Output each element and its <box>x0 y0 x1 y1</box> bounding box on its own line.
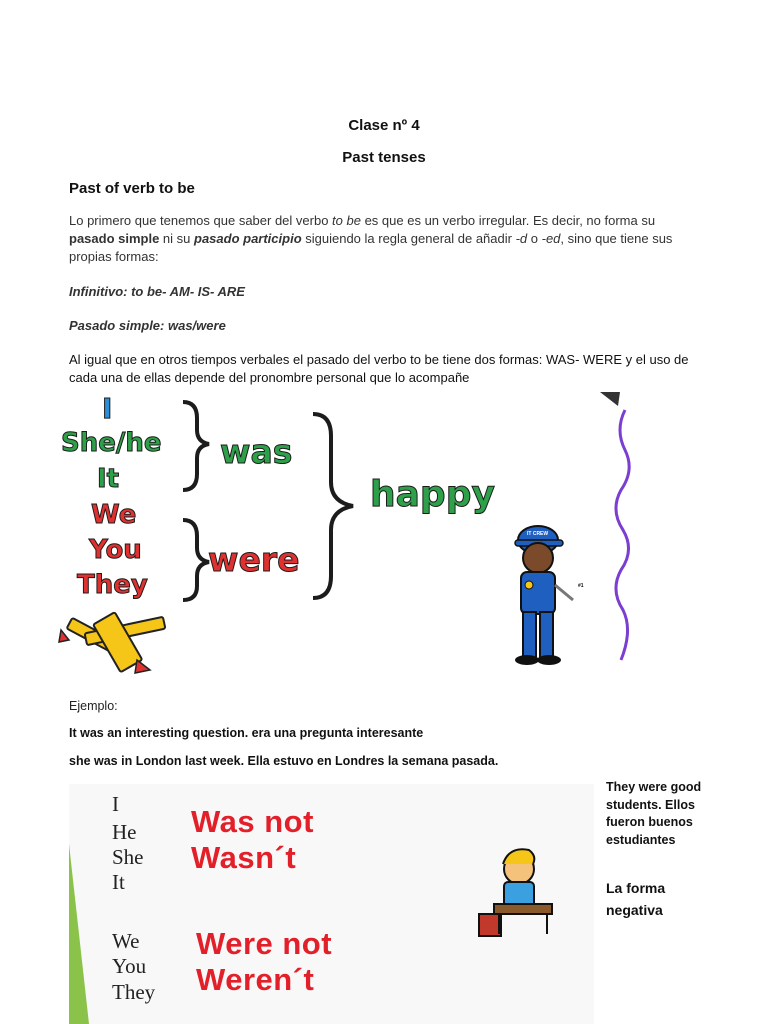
example-2: she was in London last week. Ella estuvo en Londres la semana pasada. <box>69 754 499 768</box>
negative-form-illustration <box>69 784 594 1024</box>
past-simple-line: Pasado simple: was/were <box>69 318 226 333</box>
braces-drawing <box>55 390 645 680</box>
class-title: Clase nº 4 <box>348 117 420 134</box>
verb-was: was <box>220 432 293 471</box>
pronoun-i: I <box>102 392 113 425</box>
example-label: Ejemplo: <box>69 699 118 713</box>
forms-paragraph: Al igual que en otros tiempos verbales el pasado del verbo to be tiene dos formas: WAS- WERE y el uso de cada una de ellas depende del pronombre personal que lo acompañe <box>69 352 689 385</box>
wasnt-text: Wasn´t <box>191 840 297 875</box>
pronoun-she-he: She/he <box>61 428 162 458</box>
adjective-happy: happy <box>370 474 495 515</box>
infinitive-line: Infinitivo: to be- AM- IS- ARE <box>69 284 245 299</box>
werent-text: Weren´t <box>196 962 315 997</box>
student-figure-icon <box>479 849 552 936</box>
green-accent-shape <box>69 844 89 1024</box>
badge-label: #1 <box>578 583 584 589</box>
was-not-text: Was not <box>191 804 314 839</box>
pronoun-you: You <box>112 954 147 978</box>
section-heading: Past of verb to be <box>69 180 195 197</box>
brace-big <box>313 414 353 598</box>
side-note-heading: La forma negativa <box>606 880 666 918</box>
pronoun-i: I <box>112 792 119 816</box>
side-note-text: They were good students. Ellos fueron buenos estudiantes <box>606 780 702 847</box>
example-1: It was an interesting question. era una pregunta interesante <box>69 726 424 740</box>
pencils-icon <box>59 612 165 673</box>
pronoun-we: We <box>112 929 140 953</box>
mechanic-figure-icon <box>515 526 573 665</box>
was-were-illustration <box>55 390 645 680</box>
pronoun-it: It <box>97 464 120 494</box>
pronoun-they: They <box>112 980 156 1004</box>
were-not-text: Were not <box>196 926 333 961</box>
cap-label: IT CREW <box>527 531 549 537</box>
brace-were <box>183 520 209 600</box>
purple-wavy-line <box>616 410 629 660</box>
pronoun-we: We <box>91 500 137 530</box>
page-subtitle: Past tenses <box>342 149 426 166</box>
pronoun-she: She <box>112 845 144 869</box>
intro-paragraph: Lo primero que tenemos que saber del verbo to be es que es un verbo irregular. Es decir, no forma su pasado simple ni su pasado participio siguiendo la regla general de añadir -d o -ed, sino que tiene sus propias formas: <box>69 213 673 264</box>
pronoun-they: They <box>77 570 148 600</box>
pronoun-you: You <box>89 535 142 565</box>
corner-mark <box>600 392 620 406</box>
brace-was <box>183 402 209 490</box>
pronoun-it: It <box>112 870 125 894</box>
pronoun-he: He <box>112 820 137 844</box>
verb-were: were <box>208 540 300 579</box>
